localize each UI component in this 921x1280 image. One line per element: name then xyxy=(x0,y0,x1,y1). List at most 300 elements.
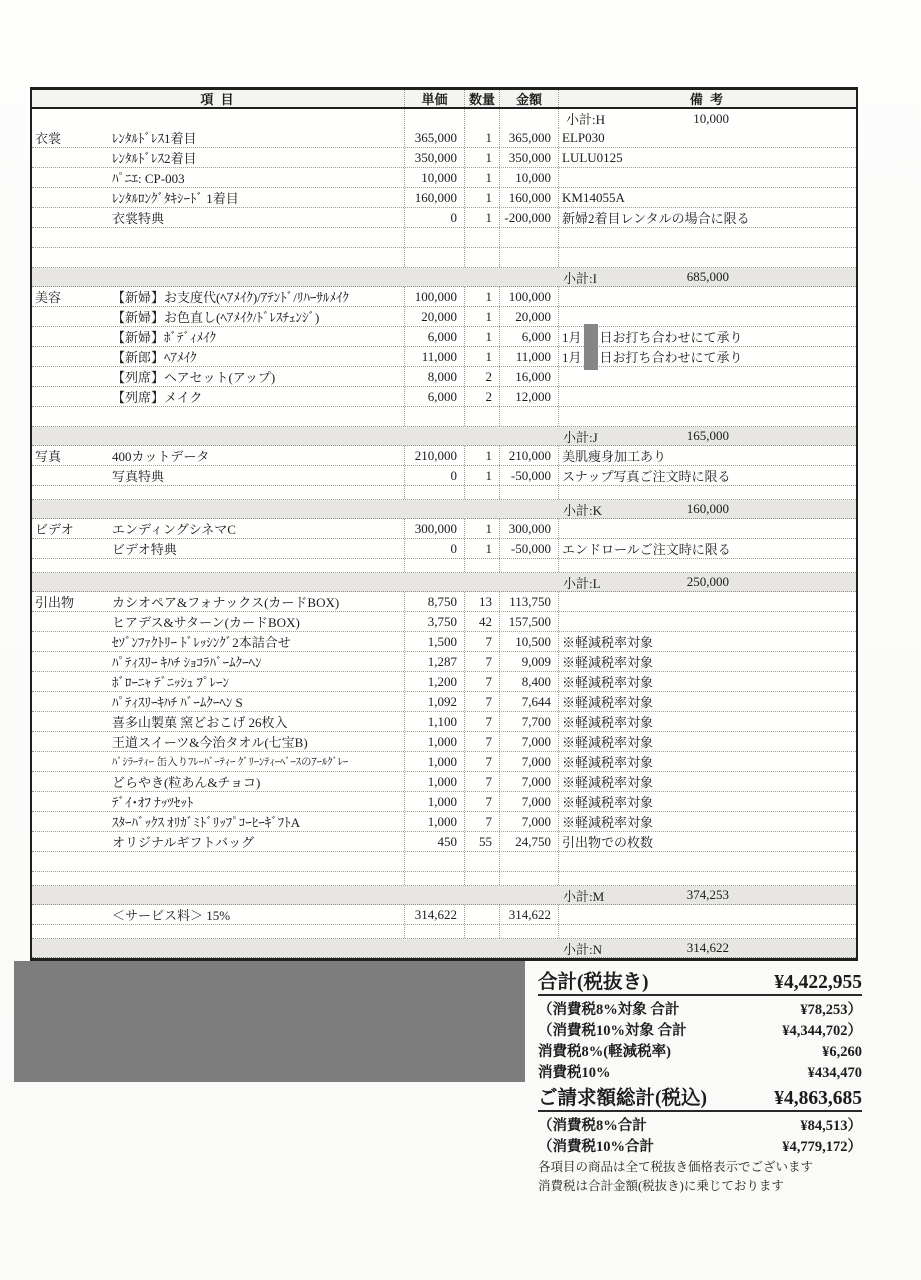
unit-price: 1,500 xyxy=(404,632,464,651)
table-row xyxy=(32,128,856,148)
tax-note: 各項目の商品は全て税抜き価格表示でございます xyxy=(538,1160,814,1174)
item-name: 400カットデータ xyxy=(112,449,210,464)
item-category xyxy=(32,208,112,227)
empty-cell xyxy=(499,925,558,938)
unit-price: 300,000 xyxy=(404,519,464,538)
header-item: 項 目 xyxy=(200,92,236,107)
item-category xyxy=(32,652,112,671)
unit-price: 450 xyxy=(404,832,464,851)
item-category xyxy=(32,188,112,207)
item-category: ビデオ xyxy=(35,522,74,537)
total-label: （消費税10%対象 合計 xyxy=(538,1023,687,1039)
item-name: 【列席】ヘアセット(アップ) xyxy=(112,370,276,385)
amount xyxy=(499,109,558,128)
subtotal-wrap xyxy=(32,939,856,958)
empty-row xyxy=(32,486,856,500)
table-row xyxy=(32,188,856,208)
empty-cell xyxy=(112,559,404,572)
table-row xyxy=(32,387,856,407)
item-name: 【列席】メイク xyxy=(112,390,203,405)
amount: 210,000 xyxy=(499,446,558,465)
unit-price: 160,000 xyxy=(404,188,464,207)
subtotal-row xyxy=(32,427,856,446)
header-amount: 金額 xyxy=(499,90,558,107)
item-category xyxy=(32,632,112,651)
item-name: ＜サービス料＞ 15% xyxy=(112,908,231,923)
unit-price: 1,000 xyxy=(404,772,464,791)
amount: 157,500 xyxy=(499,612,558,631)
quantity: 7 xyxy=(464,792,499,811)
item-name: 【新郎】ﾍｱﾒｲｸ xyxy=(112,350,197,365)
empty-cell xyxy=(32,486,112,499)
empty-row xyxy=(32,925,856,939)
item-category: 衣裳 xyxy=(35,131,62,146)
empty-cell xyxy=(464,228,499,247)
item-name: エンディングシネマC xyxy=(112,522,236,537)
subtotal-label: 小計:M xyxy=(563,888,605,904)
remarks: ※軽減税率対象 xyxy=(558,632,856,651)
empty-cell xyxy=(32,852,112,871)
quantity: 7 xyxy=(464,772,499,791)
remarks: 引出物での枚数 xyxy=(558,832,856,851)
amount: -200,000 xyxy=(499,208,558,227)
unit-price: 0 xyxy=(404,539,464,558)
table-row xyxy=(32,208,856,228)
remarks: スナップ写真ご注文時に限る xyxy=(558,466,856,485)
empty-cell xyxy=(558,407,856,426)
item-name: ﾊﾟﾆｴ: CP-003 xyxy=(112,171,185,186)
total-value: ¥4,422,955 xyxy=(774,972,862,993)
table-row xyxy=(32,832,856,852)
item-name: 写真特典 xyxy=(112,469,165,484)
quantity xyxy=(464,905,499,924)
table-row xyxy=(32,367,856,387)
item-name: ﾊﾟﾃｨｽﾘｰｷﾊﾁ ﾊﾞｰﾑｸｰﾍﾝ S xyxy=(112,695,243,710)
subtotal-label: 小計:K xyxy=(563,502,603,518)
item-category: 引出物 xyxy=(35,595,75,610)
subtotal-row xyxy=(32,939,856,958)
unit-price: 8,750 xyxy=(404,592,464,611)
invoice-table xyxy=(30,87,858,961)
remarks xyxy=(558,307,856,326)
amount: 300,000 xyxy=(499,519,558,538)
total-label: （消費税10%合計 xyxy=(538,1139,654,1155)
total-row xyxy=(538,1040,862,1061)
total-row xyxy=(538,998,862,1019)
empty-cell xyxy=(499,228,558,247)
remarks: ELP030 xyxy=(558,128,856,147)
total-label: （消費税8%合計 xyxy=(538,1118,647,1134)
amount: 24,750 xyxy=(499,832,558,851)
remarks xyxy=(558,905,856,924)
quantity: 1 xyxy=(464,287,499,306)
amount: 350,000 xyxy=(499,148,558,167)
empty-cell xyxy=(32,407,112,426)
table-header-row xyxy=(32,90,856,109)
quantity: 7 xyxy=(464,752,499,771)
remarks xyxy=(558,519,856,538)
remarks: ※軽減税率対象 xyxy=(558,812,856,831)
subtotal-wrap xyxy=(32,886,856,905)
remarks xyxy=(558,168,856,187)
remarks: ※軽減税率対象 xyxy=(558,732,856,751)
amount: 9,009 xyxy=(499,652,558,671)
total-row xyxy=(538,966,862,996)
empty-row xyxy=(32,852,856,872)
empty-cell xyxy=(558,925,856,938)
quantity xyxy=(464,109,499,128)
table-row xyxy=(32,287,856,307)
total-row xyxy=(538,1082,862,1112)
empty-cell xyxy=(499,248,558,267)
item-category xyxy=(32,347,112,366)
total-value: ¥4,863,685 xyxy=(774,1088,862,1109)
empty-cell xyxy=(404,407,464,426)
empty-row xyxy=(32,248,856,268)
subtotal-wrap xyxy=(32,427,856,446)
unit-price: 8,000 xyxy=(404,367,464,386)
item-category xyxy=(32,539,112,558)
header-quantity: 数量 xyxy=(464,90,499,107)
unit-price: 1,092 xyxy=(404,692,464,711)
item-category xyxy=(32,772,112,791)
subtotal-value: 250,000 xyxy=(686,574,729,589)
unit-price: 365,000 xyxy=(404,128,464,147)
total-label: 消費税8%(軽減税率) xyxy=(538,1044,671,1060)
empty-cell xyxy=(404,872,464,885)
tax-notes xyxy=(538,1158,862,1196)
table-row xyxy=(32,652,856,672)
table-row xyxy=(32,772,856,792)
empty-row xyxy=(32,872,856,886)
item-name: ﾊﾟﾃｨｽﾘｰ ｷﾊﾁ ｼｮｺﾗﾊﾞｰﾑｸｰﾍﾝ xyxy=(112,655,262,670)
amount: 8,400 xyxy=(499,672,558,691)
item-category xyxy=(32,832,112,851)
subtotal-row xyxy=(32,573,856,592)
empty-row xyxy=(32,559,856,573)
unit-price: 0 xyxy=(404,208,464,227)
remarks: ※軽減税率対象 xyxy=(558,692,856,711)
unit-price: 350,000 xyxy=(404,148,464,167)
subtotal-row xyxy=(32,500,856,519)
unit-price: 100,000 xyxy=(404,287,464,306)
remarks xyxy=(558,387,856,406)
item-category xyxy=(32,752,112,771)
subtotal-row-plain xyxy=(32,109,856,128)
remarks-text: 日お打ち合わせにて承り xyxy=(599,350,743,365)
empty-cell xyxy=(558,852,856,871)
remarks: LULU0125 xyxy=(558,148,856,167)
amount: -50,000 xyxy=(499,539,558,558)
amount: 10,000 xyxy=(499,168,558,187)
table-row xyxy=(32,712,856,732)
item-name: ﾚﾝﾀﾙﾄﾞﾚｽ2着目 xyxy=(112,151,197,166)
unit-price: 1,000 xyxy=(404,732,464,751)
item-name: ヒアデス&サターン(カードBOX) xyxy=(112,615,300,630)
amount: 160,000 xyxy=(499,188,558,207)
empty-cell xyxy=(404,925,464,938)
subtotal-wrap xyxy=(32,500,856,519)
empty-cell xyxy=(558,228,856,247)
empty-cell xyxy=(112,228,404,247)
table-row xyxy=(32,812,856,832)
item-category xyxy=(32,812,112,831)
empty-cell xyxy=(464,925,499,938)
empty-cell xyxy=(558,872,856,885)
table-row xyxy=(32,168,856,188)
table-row xyxy=(32,539,856,559)
unit-price: 6,000 xyxy=(404,327,464,346)
total-value: ¥6,260 xyxy=(822,1044,862,1060)
subtotal-label: 小計:I xyxy=(563,270,597,286)
item-name: ｾｿﾞﾝﾌｧｸﾄﾘｰ ﾄﾞﾚｯｼﾝｸﾞ2本詰合せ xyxy=(112,635,291,650)
quantity: 1 xyxy=(464,188,499,207)
remarks: 新婦2着目レンタルの場合に限る xyxy=(558,208,856,227)
item-category xyxy=(32,327,112,346)
item-category xyxy=(32,168,112,187)
subtotal-label: 小計:L xyxy=(563,575,601,591)
remarks-text: 1月 xyxy=(562,350,582,365)
remarks xyxy=(558,347,856,366)
amount: 10,500 xyxy=(499,632,558,651)
item-category xyxy=(32,307,112,326)
table-row xyxy=(32,632,856,652)
empty-cell xyxy=(464,559,499,572)
table-row xyxy=(32,612,856,632)
table-body xyxy=(32,109,856,958)
empty-cell xyxy=(112,407,404,426)
amount: -50,000 xyxy=(499,466,558,485)
table-row xyxy=(32,327,856,347)
item-name: 【新婦】お色直し(ﾍｱﾒｲｸ/ﾄﾞﾚｽﾁｪﾝｼﾞ) xyxy=(112,310,320,325)
table-row xyxy=(32,307,856,327)
unit-price: 20,000 xyxy=(404,307,464,326)
unit-price: 210,000 xyxy=(404,446,464,465)
amount: 7,000 xyxy=(499,732,558,751)
remarks: ※軽減税率対象 xyxy=(558,712,856,731)
amount: 12,000 xyxy=(499,387,558,406)
unit-price: 3,750 xyxy=(404,612,464,631)
remarks: ※軽減税率対象 xyxy=(558,792,856,811)
item-name: ビデオ特典 xyxy=(112,542,177,557)
table-row xyxy=(32,347,856,367)
amount: 7,700 xyxy=(499,712,558,731)
total-label: （消費税8%対象 合計 xyxy=(538,1002,680,1018)
total-label: 合計(税抜き) xyxy=(538,972,649,993)
item-name: ﾊﾞｼﾗｰﾃｨｰ 缶入りﾌﾚｰﾊﾞｰﾃｨｰ ｸﾞﾘｰﾝﾃｨｰﾍﾞｰｽのｱｰﾙｸﾞﾚｰ xyxy=(112,757,349,768)
amount: 314,622 xyxy=(499,905,558,924)
amount: 11,000 xyxy=(499,347,558,366)
header-remarks: 備 考 xyxy=(558,90,856,107)
amount: 100,000 xyxy=(499,287,558,306)
subtotal-wrap xyxy=(562,109,856,128)
quantity: 7 xyxy=(464,672,499,691)
remarks: KM14055A xyxy=(558,188,856,207)
empty-cell xyxy=(112,925,404,938)
empty-cell xyxy=(112,872,404,885)
item-category xyxy=(32,732,112,751)
remarks xyxy=(558,592,856,611)
quantity: 2 xyxy=(464,387,499,406)
subtotal-row xyxy=(32,886,856,905)
quantity: 7 xyxy=(464,732,499,751)
header-unit-price: 単価 xyxy=(404,90,464,107)
subtotal-label: 小計:J xyxy=(563,429,598,445)
total-label: ご請求額総計(税込) xyxy=(538,1088,707,1109)
table-row xyxy=(32,672,856,692)
item-category xyxy=(32,712,112,731)
unit-price: 10,000 xyxy=(404,168,464,187)
empty-cell xyxy=(558,248,856,267)
remarks xyxy=(558,109,856,128)
amount: 7,000 xyxy=(499,752,558,771)
item-category xyxy=(32,387,112,406)
amount: 365,000 xyxy=(499,128,558,147)
subtotal-label: 小計:N xyxy=(563,941,603,957)
total-row xyxy=(538,1019,862,1040)
item-category xyxy=(32,792,112,811)
amount: 7,000 xyxy=(499,812,558,831)
remarks: エンドロールご注文時に限る xyxy=(558,539,856,558)
item-name: 【新婦】ﾎﾞﾃﾞｨﾒｲｸ xyxy=(112,330,217,345)
item-name: ﾚﾝﾀﾙﾄﾞﾚｽ1着目 xyxy=(112,131,197,146)
empty-cell xyxy=(464,248,499,267)
quantity: 55 xyxy=(464,832,499,851)
unit-price: 1,287 xyxy=(404,652,464,671)
subtotal-value: 314,622 xyxy=(686,940,729,955)
quantity: 13 xyxy=(464,592,499,611)
item-name: 【新婦】お支度代(ﾍｱﾒｲｸ)/ｱﾃﾝﾄﾞ/ﾘﾊｰｻﾙﾒｲｸ xyxy=(112,290,349,305)
remarks-text: 1月 xyxy=(562,330,582,345)
subtotal-value: 10,000 xyxy=(693,110,729,126)
unit-price: 314,622 xyxy=(404,905,464,924)
table-row xyxy=(32,446,856,466)
amount: 7,000 xyxy=(499,772,558,791)
quantity: 7 xyxy=(464,652,499,671)
empty-cell xyxy=(558,559,856,572)
amount: 20,000 xyxy=(499,307,558,326)
item-category: 写真 xyxy=(35,449,62,464)
table-row xyxy=(32,148,856,168)
unit-price: 6,000 xyxy=(404,387,464,406)
empty-cell xyxy=(499,486,558,499)
quantity: 1 xyxy=(464,208,499,227)
empty-cell xyxy=(404,486,464,499)
remarks: ※軽減税率対象 xyxy=(558,652,856,671)
quantity: 1 xyxy=(464,128,499,147)
empty-cell xyxy=(112,486,404,499)
quantity: 7 xyxy=(464,632,499,651)
empty-cell xyxy=(404,559,464,572)
empty-cell xyxy=(32,228,112,247)
total-label: 消費税10% xyxy=(538,1065,611,1081)
total-row xyxy=(538,1135,862,1156)
unit-price: 1,000 xyxy=(404,792,464,811)
table-row xyxy=(32,752,856,772)
item-category xyxy=(32,148,112,167)
totals-block xyxy=(538,966,862,1196)
subtotal-value: 685,000 xyxy=(686,269,729,284)
unit-price: 11,000 xyxy=(404,347,464,366)
quantity: 1 xyxy=(464,347,499,366)
item-name: 喜多山製菓 窯どおこげ 26枚入 xyxy=(112,715,288,730)
empty-cell xyxy=(112,248,404,267)
item-name: ﾎﾞﾛｰﾆｬ ﾃﾞﾆｯｼｭ ﾌﾟﾚｰﾝ xyxy=(112,675,229,690)
item-name: ﾚﾝﾀﾙﾛﾝｸﾞﾀｷｼｰﾄﾞ 1着目 xyxy=(112,191,239,206)
subtotal-value: 160,000 xyxy=(686,501,729,516)
amount: 7,000 xyxy=(499,792,558,811)
unit-price: 1,200 xyxy=(404,672,464,691)
table-row xyxy=(32,692,856,712)
empty-cell xyxy=(112,852,404,871)
empty-cell xyxy=(32,872,112,885)
remarks: ※軽減税率対象 xyxy=(558,772,856,791)
total-value: ¥4,779,172） xyxy=(782,1139,862,1155)
total-value: ¥84,513） xyxy=(800,1118,862,1134)
quantity: 1 xyxy=(464,168,499,187)
remarks xyxy=(558,367,856,386)
quantity: 1 xyxy=(464,327,499,346)
item-name: どらやき(粒あん&チョコ) xyxy=(112,775,261,790)
empty-cell xyxy=(464,407,499,426)
amount: 16,000 xyxy=(499,367,558,386)
remarks: ※軽減税率対象 xyxy=(558,672,856,691)
quantity: 7 xyxy=(464,712,499,731)
total-row xyxy=(538,1061,862,1082)
quantity: 1 xyxy=(464,307,499,326)
unit-price: 0 xyxy=(404,466,464,485)
unit-price: 1,100 xyxy=(404,712,464,731)
empty-cell xyxy=(499,559,558,572)
remarks: 美肌痩身加工あり xyxy=(558,446,856,465)
subtotal-wrap xyxy=(32,573,856,592)
empty-cell xyxy=(499,872,558,885)
remarks: ※軽減税率対象 xyxy=(558,752,856,771)
empty-cell xyxy=(464,486,499,499)
total-value: ¥434,470 xyxy=(807,1065,862,1081)
remarks xyxy=(558,327,856,346)
total-value: ¥78,253） xyxy=(800,1002,862,1018)
table-row xyxy=(32,732,856,752)
item-category xyxy=(32,109,112,128)
empty-cell xyxy=(404,852,464,871)
item-name: 衣裳特典 xyxy=(112,211,165,226)
item-name: オリジナルギフトバッグ xyxy=(112,835,255,850)
amount: 113,750 xyxy=(499,592,558,611)
table-row xyxy=(32,792,856,812)
item-name: ｽﾀｰﾊﾞｯｸｽ ｵﾘｶﾞﾐﾄﾞﾘｯﾌﾟｺｰﾋｰｷﾞﾌﾄA xyxy=(112,815,301,830)
unit-price: 1,000 xyxy=(404,752,464,771)
empty-cell xyxy=(499,852,558,871)
quantity: 7 xyxy=(464,692,499,711)
quantity: 1 xyxy=(464,446,499,465)
item-category xyxy=(32,672,112,691)
quantity: 7 xyxy=(464,812,499,831)
quantity: 1 xyxy=(464,148,499,167)
empty-cell xyxy=(32,248,112,267)
remarks xyxy=(558,612,856,631)
unit-price xyxy=(404,109,464,128)
table-row xyxy=(32,592,856,612)
amount: 6,000 xyxy=(499,327,558,346)
total-value: ¥4,344,702） xyxy=(782,1023,862,1039)
unit-price: 1,000 xyxy=(404,812,464,831)
table-row xyxy=(32,519,856,539)
item-name: ﾃﾞｲ･ｵﾌ ﾅｯﾂｾｯﾄ xyxy=(112,795,194,810)
item-category xyxy=(32,905,112,924)
item-category xyxy=(32,692,112,711)
item-category xyxy=(32,367,112,386)
